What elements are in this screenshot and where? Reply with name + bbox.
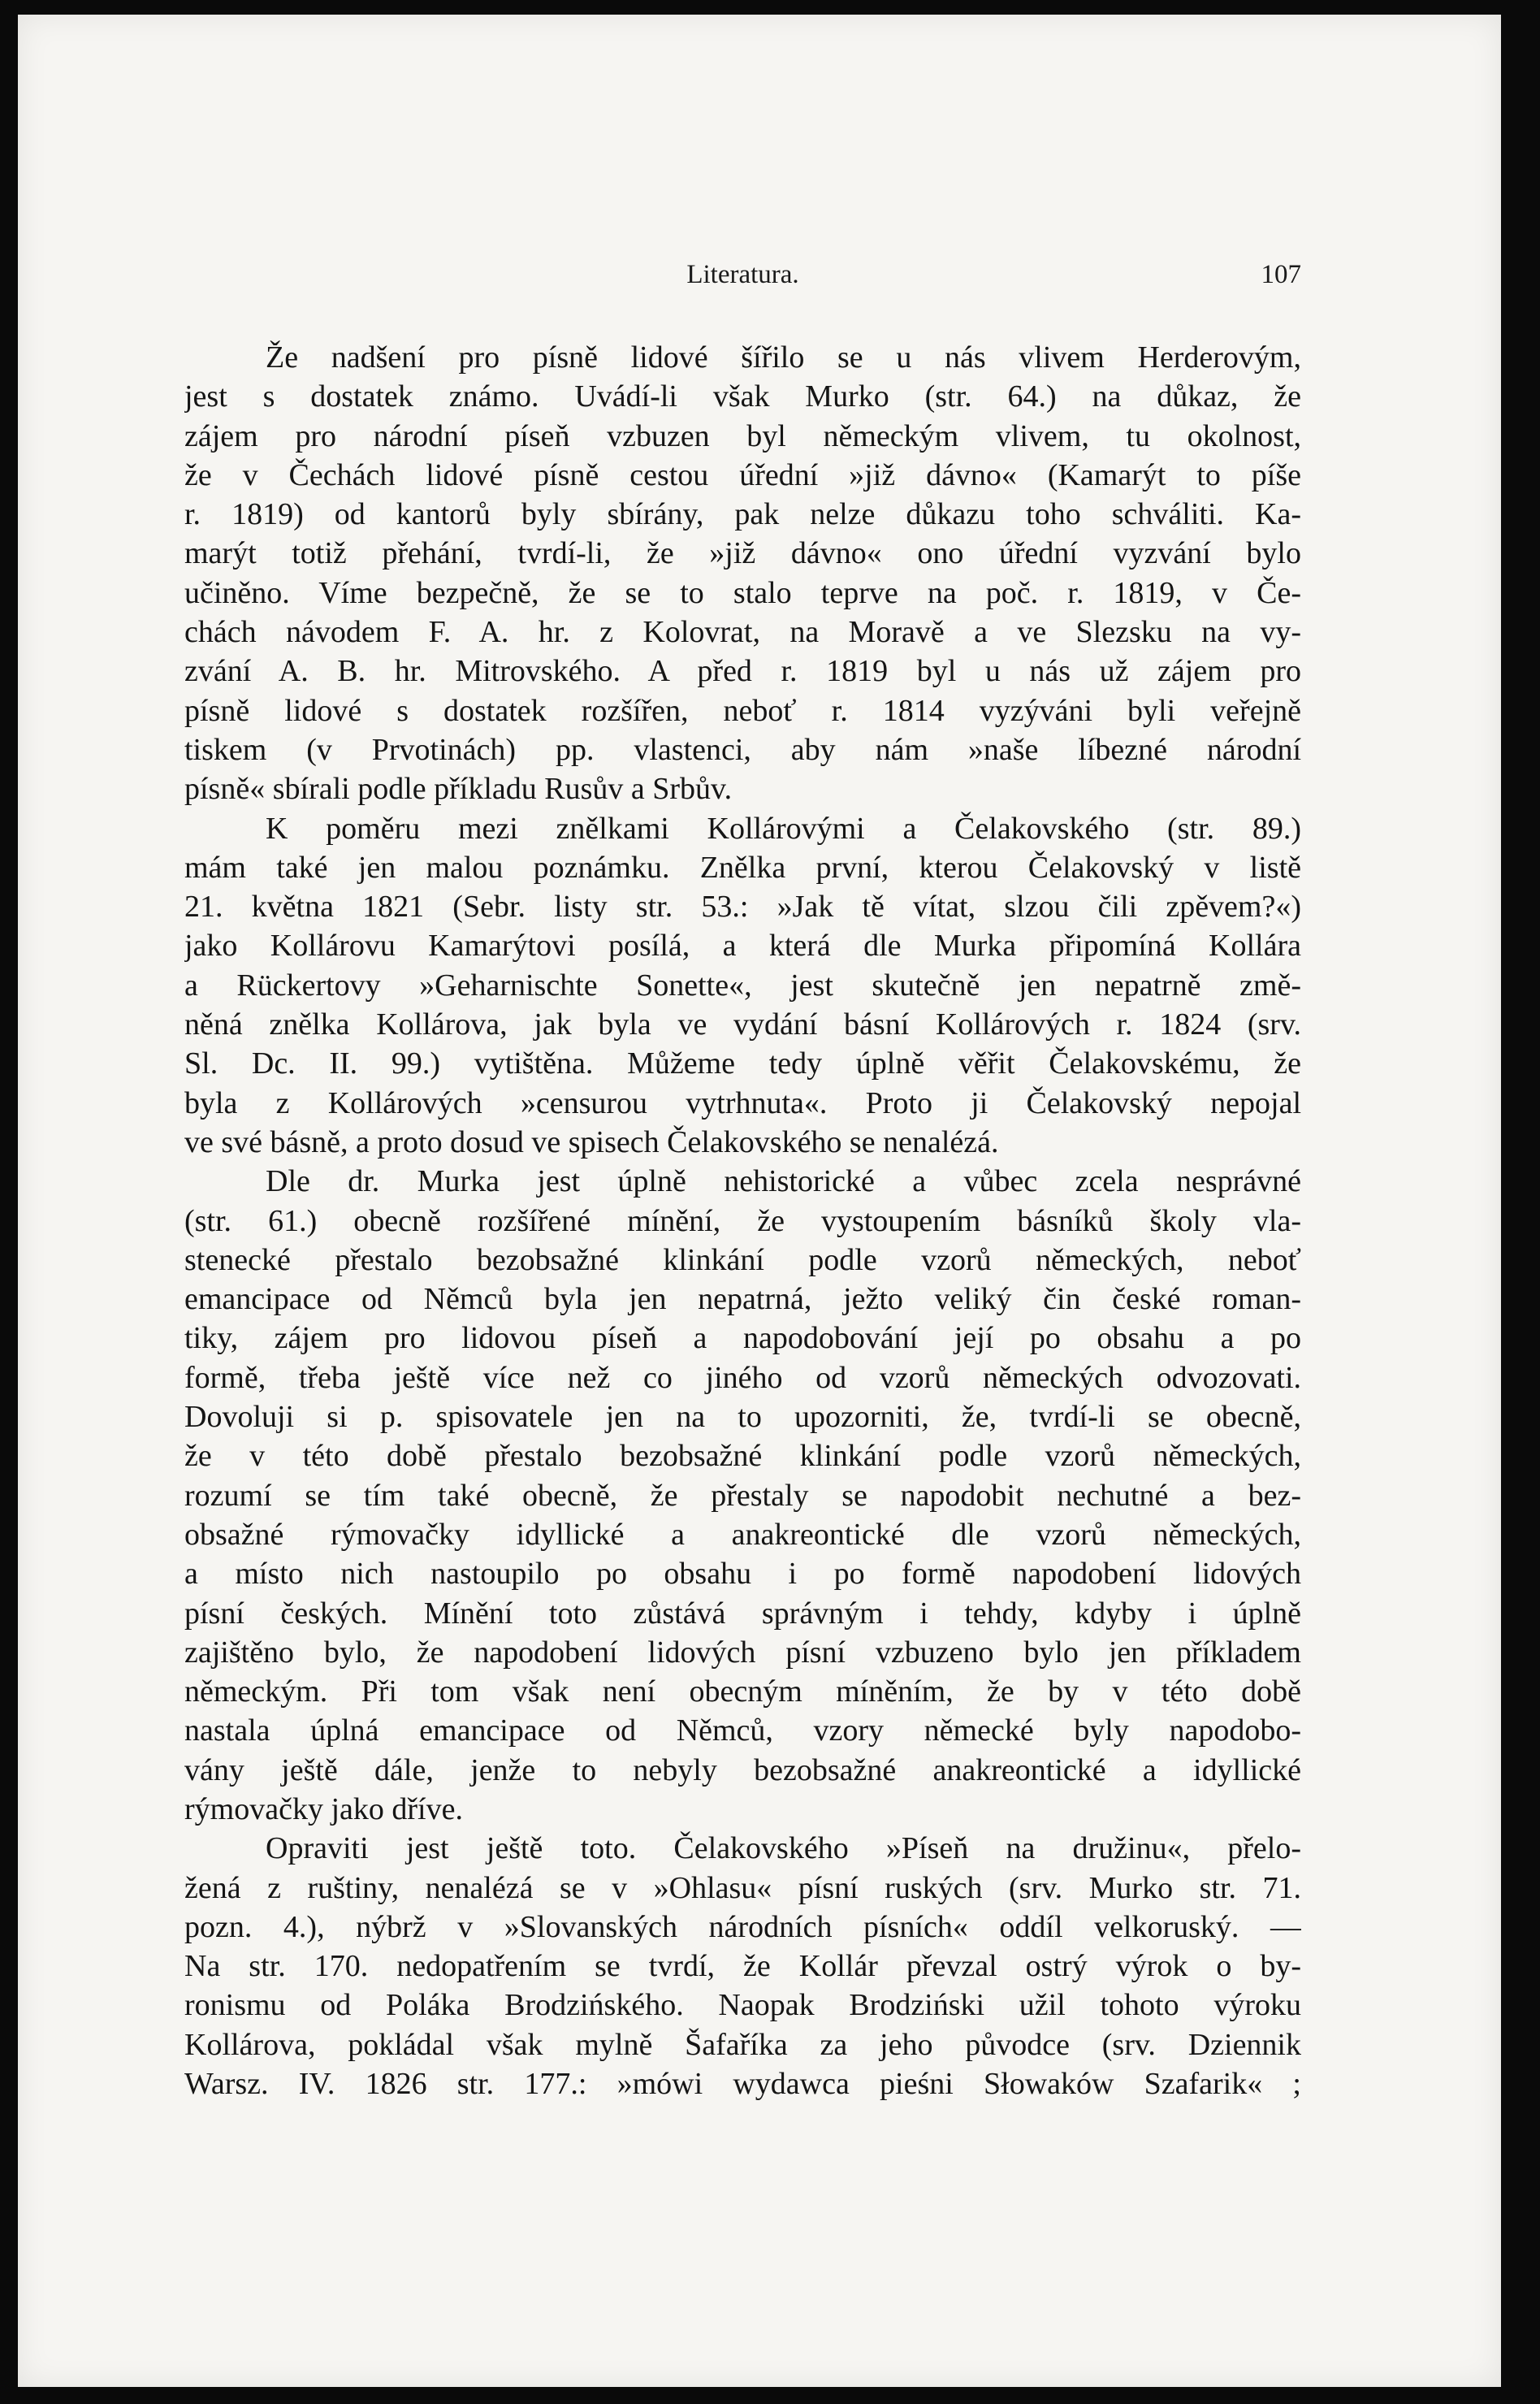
text-line: ronismu od Poláka Brodzińského. Naopak Brodziński užil tohoto výroku xyxy=(184,1988,1301,2023)
text-line: zájem pro národní píseň vzbuzen byl německým vlivem, tu okolnost, xyxy=(184,418,1301,453)
text-line: písní českých. Mínění toto zůstává správným i tehdy, kdyby i úplně xyxy=(184,1596,1301,1631)
text-line: formě, třeba ještě více než co jiného od vzorů německých odvozovati. xyxy=(184,1360,1301,1395)
text-line: rýmovačky jako dříve. xyxy=(184,1791,463,1826)
text-line: (str. 61.) obecně rozšířené mínění, že vystoupením básníků školy vla- xyxy=(184,1203,1301,1238)
text-line: zvání A. B. hr. Mitrovského. A před r. 1819 byl u nás už zájem pro xyxy=(184,654,1301,689)
text-line: Sl. Dc. II. 99.) vytištěna. Můžeme tedy úplně věřit Čelakovskému, že xyxy=(184,1046,1301,1081)
text-line: vány ještě dále, jenže to nebyly bezobsažné anakreontické a idyllické xyxy=(184,1752,1301,1787)
text-line: Dovoluji si p. spisovatele jen na to upozorniti, že, tvrdí-li se obecně, xyxy=(184,1400,1301,1435)
text-line: emancipace od Němců byla jen nepatrná, ježto veliký čin české roman- xyxy=(184,1282,1301,1317)
page-number: 107 xyxy=(1261,260,1301,289)
text-line: zajištěno bylo, že napodobení lidových písní vzbuzeno bylo jen příkladem xyxy=(184,1635,1301,1670)
text-line: písně« sbírali podle příkladu Rusův a Srbův. xyxy=(184,772,733,807)
text-line: a Rückertovy »Geharnischte Sonette«, jest skutečně jen nepatrně změ- xyxy=(184,968,1301,1003)
text-line: ve své básně, a proto dosud ve spisech Čelakovského se nenalézá. xyxy=(184,1124,999,1159)
book-page xyxy=(18,15,1501,2387)
text-line: Opraviti jest ještě toto. Čelakovského »Píseň na družinu«, přelo- xyxy=(266,1831,1301,1866)
text-line: učiněno. Víme bezpečně, že se to stalo teprve na poč. r. 1819, v Če- xyxy=(184,575,1301,610)
text-line: Na str. 170. nedopatřením se tvrdí, že Kollár převzal ostrý výrok o by- xyxy=(184,1949,1301,1984)
text-line: rozumí se tím také obecně, že přestaly se napodobit nechutné a bez- xyxy=(184,1478,1301,1513)
text-line: a místo nich nastoupilo po obsahu i po formě napodobení lidových xyxy=(184,1557,1301,1592)
text-line: písně lidové s dostatek rozšířen, neboť r. 1814 vyzýváni byli veřejně xyxy=(184,693,1301,728)
text-line: 21. května 1821 (Sebr. listy str. 53.: »Jak tě vítat, slzou čili zpěvem?«) xyxy=(184,890,1301,925)
text-line: Že nadšení pro písně lidové šířilo se u nás vlivem Herderovým, xyxy=(266,340,1301,375)
text-line: chách návodem F. A. hr. z Kolovrat, na Moravě a ve Slezsku na vy- xyxy=(184,615,1301,650)
text-line: stenecké přestalo bezobsažné klinkání podle vzorů německých, neboť xyxy=(184,1242,1301,1277)
text-line: Dle dr. Murka jest úplně nehistorické a vůbec zcela nesprávné xyxy=(266,1164,1301,1199)
text-line: nastala úplná emancipace od Němců, vzory německé byly napodobo- xyxy=(184,1713,1301,1748)
text-line: jest s dostatek známo. Uvádí-li však Murko (str. 64.) na důkaz, že xyxy=(184,379,1301,414)
text-line: r. 1819) od kantorů byly sbírány, pak nelze důkazu toho schváliti. Ka- xyxy=(184,497,1301,532)
text-line: byla z Kollárových »censurou vytrhnuta«. Proto ji Čelakovský nepojal xyxy=(184,1085,1301,1120)
section-title: Literatura. xyxy=(686,260,799,289)
text-line: jako Kollárovu Kamarýtovi posílá, a která dle Murka připomíná Kollára xyxy=(184,929,1301,964)
text-line: Warsz. IV. 1826 str. 177.: »mówi wydawca pieśni Słowaków Szafarik« ; xyxy=(184,2067,1301,2102)
text-line: tiky, zájem pro lidovou píseň a napodobování její po obsahu a po xyxy=(184,1321,1301,1356)
body-text xyxy=(184,338,1301,2103)
text-line: žená z ruštiny, nenalézá se v »Ohlasu« písní ruských (srv. Murko str. 71. xyxy=(184,1870,1301,1905)
running-header xyxy=(184,260,1301,296)
text-line: K poměru mezi znělkami Kollárovými a Čelakovského (str. 89.) xyxy=(266,811,1301,846)
text-line: obsažné rýmovačky idyllické a anakreontické dle vzorů německých, xyxy=(184,1517,1301,1552)
text-line: něná znělka Kollárova, jak byla ve vydání básní Kollárových r. 1824 (srv. xyxy=(184,1007,1301,1042)
text-line: pozn. 4.), nýbrž v »Slovanských národních písních« oddíl velkoruský. — xyxy=(184,1909,1301,1944)
text-line: Kollárova, pokládal však mylně Šafaříka za jeho původce (srv. Dziennik xyxy=(184,2027,1301,2062)
text-line: marýt totiž přehání, tvrdí-li, že »již dávno« ono úřední vyzvání bylo xyxy=(184,536,1301,571)
text-line: že v této době přestalo bezobsažné klinkání podle vzorů německých, xyxy=(184,1439,1301,1474)
text-line: tiskem (v Prvotinách) pp. vlastenci, aby nám »naše líbezné národní xyxy=(184,732,1301,767)
text-line: německým. Při tom však není obecným míněním, že by v této době xyxy=(184,1674,1301,1709)
text-line: mám také jen malou poznámku. Znělka první, kterou Čelakovský v listě xyxy=(184,850,1301,885)
text-line: že v Čechách lidové písně cestou úřední »již dávno« (Kamarýt to píše xyxy=(184,457,1301,492)
